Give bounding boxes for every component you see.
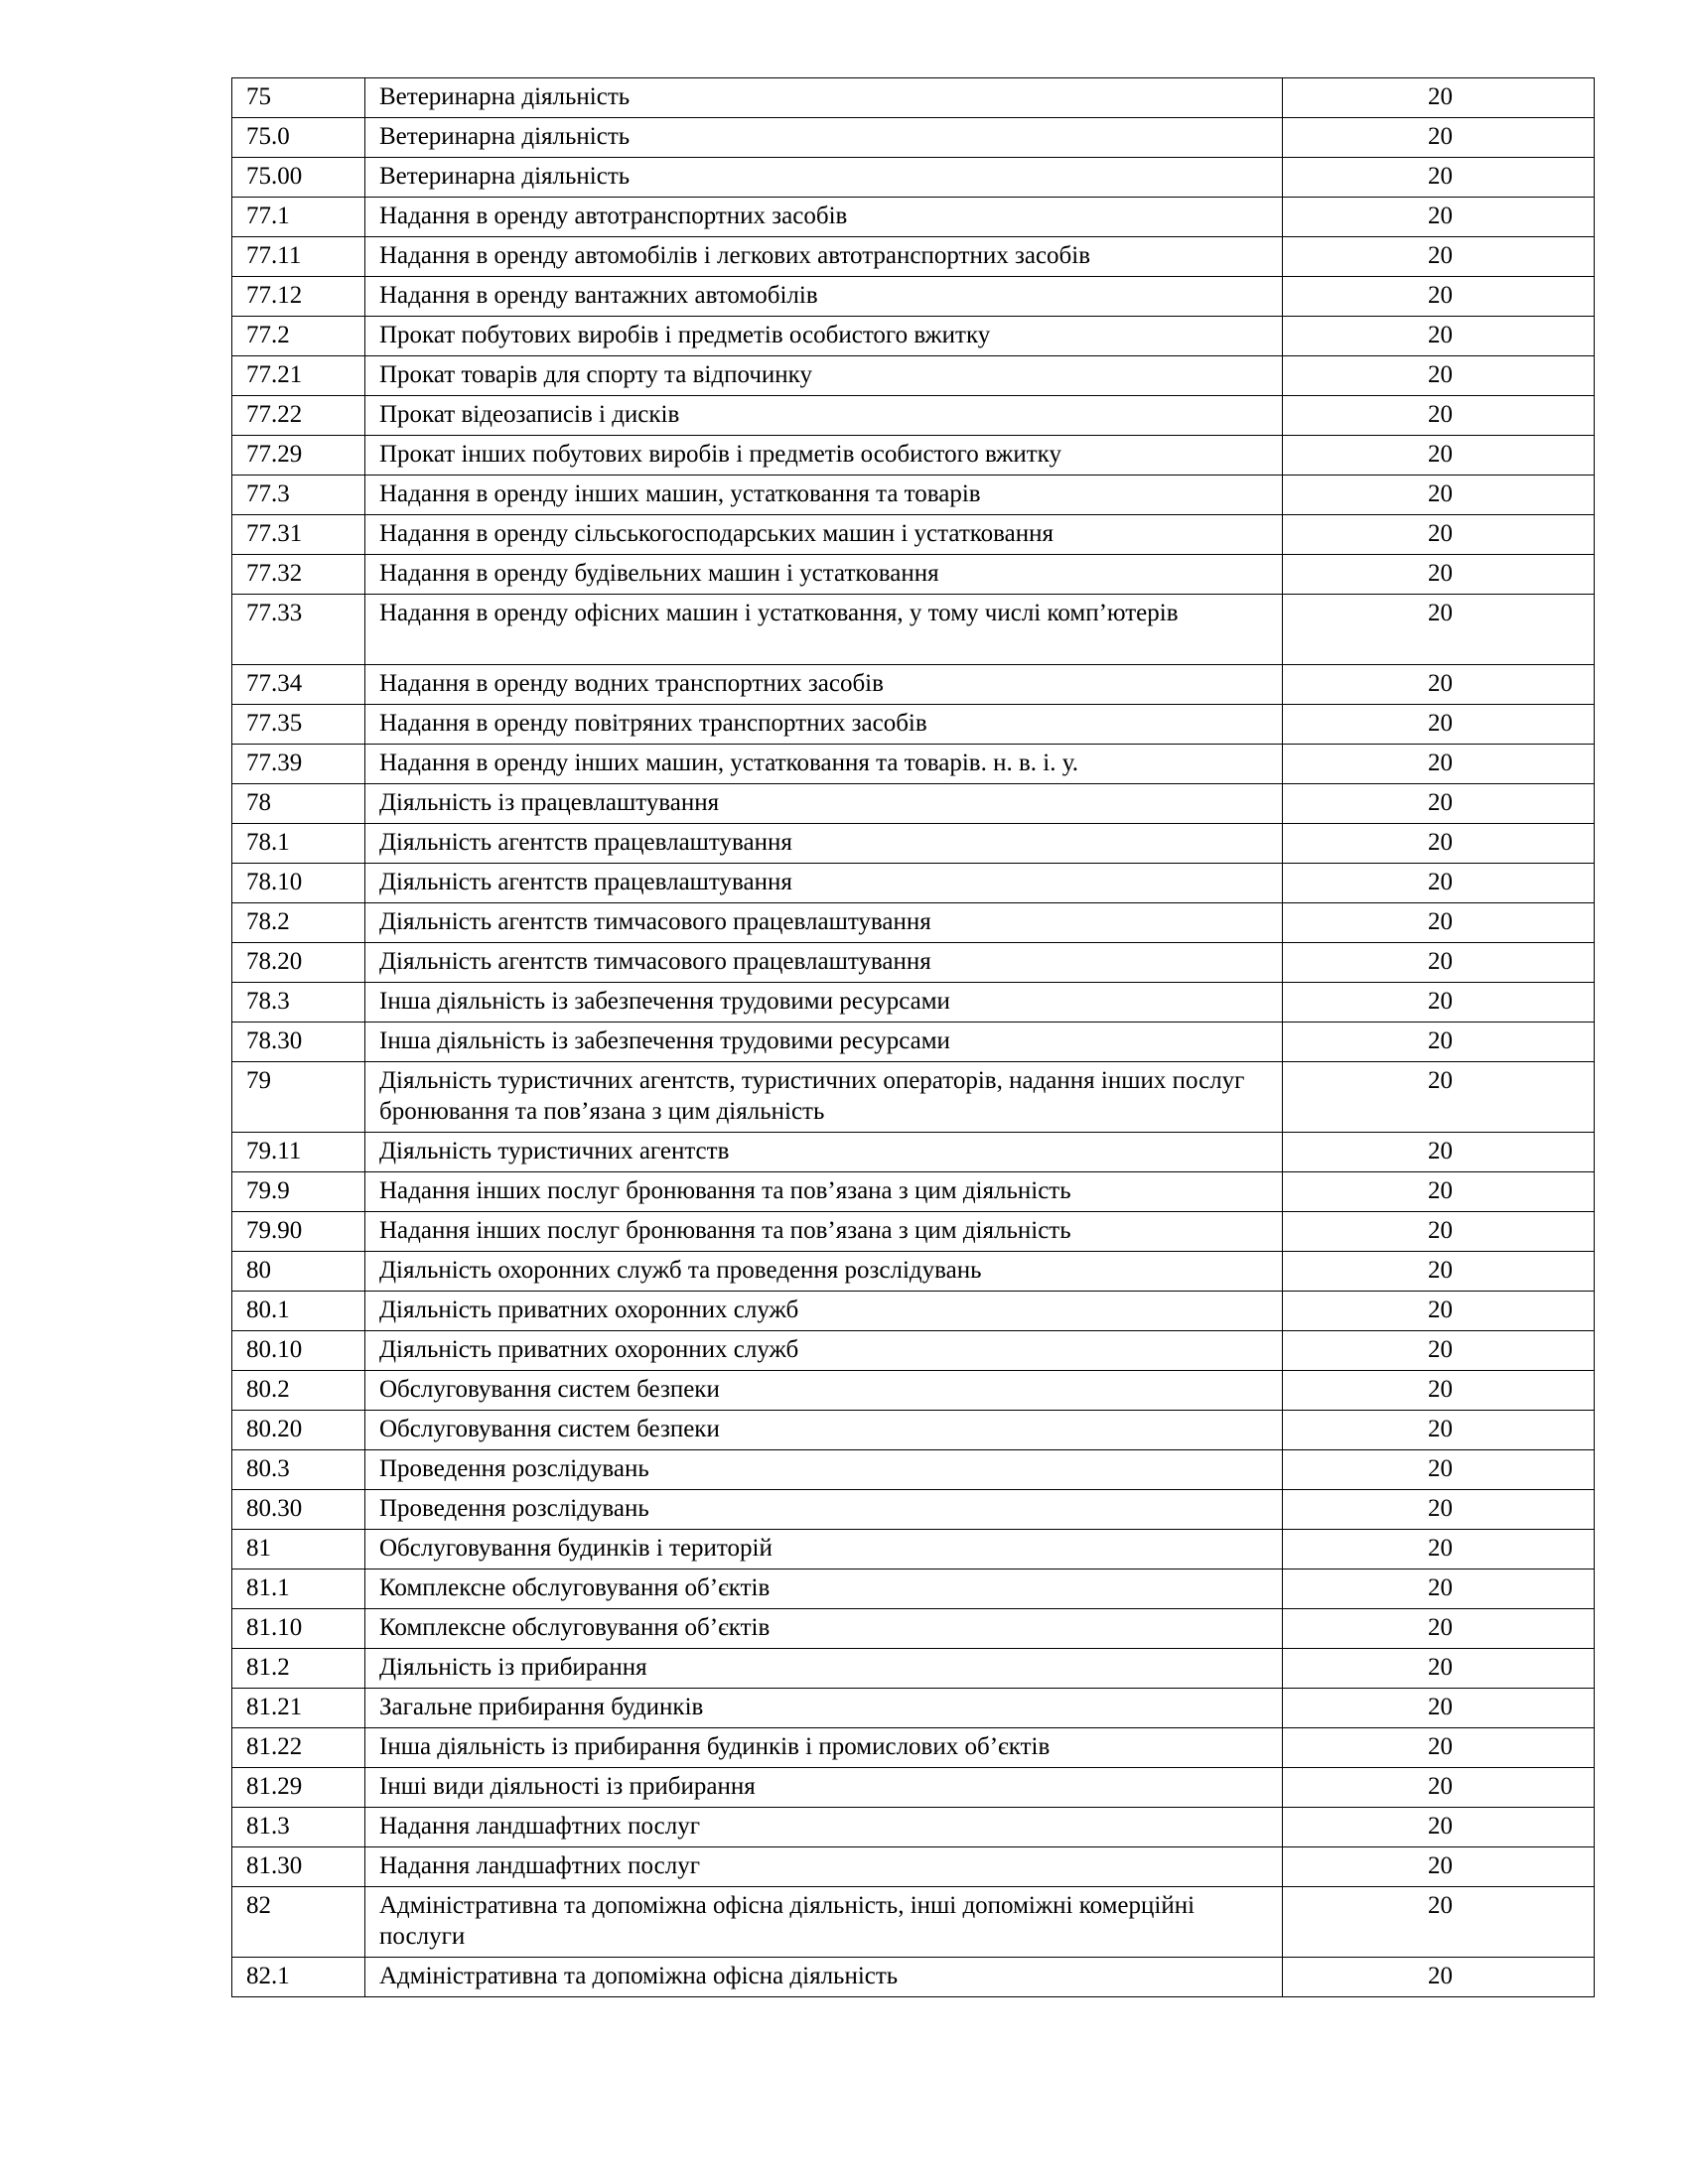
- activity-name-cell: Надання інших послуг бронювання та пов’язана з цим діяльність: [365, 1172, 1283, 1212]
- rate-value-cell: 20: [1283, 1808, 1595, 1847]
- activity-code-cell: 81.2: [232, 1649, 365, 1689]
- table-row: [232, 1133, 1595, 1172]
- activity-name-cell: Прокат товарів для спорту та відпочинку: [365, 356, 1283, 396]
- table-row: [232, 476, 1595, 515]
- rate-value-cell: 20: [1283, 356, 1595, 396]
- activity-code-cell: 80.30: [232, 1490, 365, 1530]
- rate-value-cell: 20: [1283, 1887, 1595, 1958]
- table-row: [232, 1331, 1595, 1371]
- rate-value-cell: 20: [1283, 555, 1595, 595]
- table-row: [232, 277, 1595, 317]
- rate-value-cell: 20: [1283, 1609, 1595, 1649]
- activity-code-cell: 79.9: [232, 1172, 365, 1212]
- table-row: [232, 237, 1595, 277]
- table-row: [232, 1490, 1595, 1530]
- activity-name-cell: Обслуговування будинків і територій: [365, 1530, 1283, 1570]
- activity-name-cell: Адміністративна та допоміжна офісна діяльність, інші допоміжні комерційні послуги: [365, 1887, 1283, 1958]
- rate-value-cell: 20: [1283, 198, 1595, 237]
- table-row: [232, 1609, 1595, 1649]
- rate-value-cell: 20: [1283, 436, 1595, 476]
- rate-value-cell: 20: [1283, 1530, 1595, 1570]
- rate-value-cell: 20: [1283, 983, 1595, 1023]
- table-row: [232, 1252, 1595, 1292]
- rate-value-cell: 20: [1283, 317, 1595, 356]
- activity-name-cell: Комплексне обслуговування об’єктів: [365, 1609, 1283, 1649]
- table-row: [232, 555, 1595, 595]
- activity-name-cell: Ветеринарна діяльність: [365, 158, 1283, 198]
- activity-name-cell: Надання ландшафтних послуг: [365, 1847, 1283, 1887]
- table-row: [232, 1292, 1595, 1331]
- table-row: [232, 1450, 1595, 1490]
- activity-name-cell: Діяльність агентств тимчасового працевлаштування: [365, 943, 1283, 983]
- table-row: [232, 1371, 1595, 1411]
- table-row: [232, 1768, 1595, 1808]
- rate-value-cell: 20: [1283, 237, 1595, 277]
- activity-name-cell: Надання в оренду вантажних автомобілів: [365, 277, 1283, 317]
- table-row: [232, 198, 1595, 237]
- rate-value-cell: 20: [1283, 864, 1595, 903]
- activity-name-cell: Обслуговування систем безпеки: [365, 1371, 1283, 1411]
- activity-name-cell: Діяльність агентств працевлаштування: [365, 824, 1283, 864]
- table-row: [232, 1570, 1595, 1609]
- table-row: [232, 1023, 1595, 1062]
- rate-value-cell: 20: [1283, 1958, 1595, 1997]
- activity-name-cell: Проведення розслідувань: [365, 1490, 1283, 1530]
- activity-name-cell: Діяльність агентств працевлаштування: [365, 864, 1283, 903]
- activity-code-cell: 77.39: [232, 745, 365, 784]
- activity-name-cell: Прокат інших побутових виробів і предметів особистого вжитку: [365, 436, 1283, 476]
- activity-code-cell: 80.1: [232, 1292, 365, 1331]
- activity-name-cell: Надання в оренду інших машин, устатковання та товарів: [365, 476, 1283, 515]
- table-row: [232, 1062, 1595, 1133]
- activity-name-cell: Адміністративна та допоміжна офісна діяльність: [365, 1958, 1283, 1997]
- activity-code-cell: 78.3: [232, 983, 365, 1023]
- activity-name-cell: Обслуговування систем безпеки: [365, 1411, 1283, 1450]
- rate-value-cell: 20: [1283, 1768, 1595, 1808]
- table-row: [232, 705, 1595, 745]
- table-row: [232, 396, 1595, 436]
- activity-name-cell: Діяльність туристичних агентств, туристичних операторів, надання інших послуг бронювання та пов’язана з цим діяльність: [365, 1062, 1283, 1133]
- activity-code-cell: 77.29: [232, 436, 365, 476]
- rate-value-cell: 20: [1283, 1490, 1595, 1530]
- activity-code-cell: 81.3: [232, 1808, 365, 1847]
- activity-code-cell: 78.30: [232, 1023, 365, 1062]
- activity-name-cell: Проведення розслідувань: [365, 1450, 1283, 1490]
- rate-value-cell: 20: [1283, 595, 1595, 665]
- activity-code-cell: 81.29: [232, 1768, 365, 1808]
- rate-value-cell: 20: [1283, 903, 1595, 943]
- rate-value-cell: 20: [1283, 1411, 1595, 1450]
- activity-name-cell: Надання в оренду інших машин, устатковання та товарів. н. в. і. у.: [365, 745, 1283, 784]
- table-row: [232, 356, 1595, 396]
- rate-value-cell: 20: [1283, 1252, 1595, 1292]
- rate-value-cell: 20: [1283, 1062, 1595, 1133]
- activity-code-cell: 79: [232, 1062, 365, 1133]
- activity-name-cell: Діяльність охоронних служб та проведення розслідувань: [365, 1252, 1283, 1292]
- table-row: [232, 1887, 1595, 1958]
- table-row: [232, 745, 1595, 784]
- table-row: [232, 595, 1595, 665]
- table-row: [232, 1689, 1595, 1728]
- rate-value-cell: 20: [1283, 1689, 1595, 1728]
- table-row: [232, 864, 1595, 903]
- rate-value-cell: 20: [1283, 705, 1595, 745]
- activity-name-cell: Надання в оренду повітряних транспортних засобів: [365, 705, 1283, 745]
- table-row: [232, 317, 1595, 356]
- activity-name-cell: Інша діяльність із прибирання будинків і промислових об’єктів: [365, 1728, 1283, 1768]
- table-row: [232, 1411, 1595, 1450]
- table-row: [232, 1808, 1595, 1847]
- activity-code-cell: 81.30: [232, 1847, 365, 1887]
- activity-code-cell: 77.31: [232, 515, 365, 555]
- activity-code-cell: 75.0: [232, 118, 365, 158]
- table-row: [232, 1958, 1595, 1997]
- activity-name-cell: Прокат побутових виробів і предметів особистого вжитку: [365, 317, 1283, 356]
- table-row: [232, 983, 1595, 1023]
- table-row: [232, 1212, 1595, 1252]
- activity-code-cell: 77.35: [232, 705, 365, 745]
- rate-value-cell: 20: [1283, 1847, 1595, 1887]
- activity-code-cell: 77.22: [232, 396, 365, 436]
- activity-codes-table: [231, 77, 1595, 1997]
- activity-code-cell: 77.1: [232, 198, 365, 237]
- table-row: [232, 665, 1595, 705]
- rate-value-cell: 20: [1283, 476, 1595, 515]
- table-row: [232, 78, 1595, 118]
- activity-code-cell: 80.3: [232, 1450, 365, 1490]
- rate-value-cell: 20: [1283, 1570, 1595, 1609]
- activity-code-cell: 81.22: [232, 1728, 365, 1768]
- activity-code-cell: 77.3: [232, 476, 365, 515]
- rate-value-cell: 20: [1283, 784, 1595, 824]
- table-row: [232, 824, 1595, 864]
- table-row: [232, 1649, 1595, 1689]
- table-row: [232, 158, 1595, 198]
- activity-name-cell: Діяльність із працевлаштування: [365, 784, 1283, 824]
- rate-value-cell: 20: [1283, 1331, 1595, 1371]
- activity-code-cell: 81: [232, 1530, 365, 1570]
- activity-name-cell: Надання в оренду автомобілів і легкових автотранспортних засобів: [365, 237, 1283, 277]
- activity-name-cell: Надання в оренду будівельних машин і устатковання: [365, 555, 1283, 595]
- activity-name-cell: Комплексне обслуговування об’єктів: [365, 1570, 1283, 1609]
- activity-code-cell: 75: [232, 78, 365, 118]
- activity-code-cell: 82.1: [232, 1958, 365, 1997]
- activity-code-cell: 79.11: [232, 1133, 365, 1172]
- activity-code-cell: 77.11: [232, 237, 365, 277]
- activity-code-cell: 77.33: [232, 595, 365, 665]
- rate-value-cell: 20: [1283, 515, 1595, 555]
- activity-code-cell: 78: [232, 784, 365, 824]
- activity-name-cell: Загальне прибирання будинків: [365, 1689, 1283, 1728]
- table-row: [232, 784, 1595, 824]
- activity-code-cell: 80.20: [232, 1411, 365, 1450]
- table-row: [232, 1728, 1595, 1768]
- table-row: [232, 1172, 1595, 1212]
- activity-code-cell: 77.2: [232, 317, 365, 356]
- activity-name-cell: Діяльність із прибирання: [365, 1649, 1283, 1689]
- table-row: [232, 436, 1595, 476]
- activity-name-cell: Діяльність агентств тимчасового працевлаштування: [365, 903, 1283, 943]
- activity-name-cell: Прокат відеозаписів і дисків: [365, 396, 1283, 436]
- rate-value-cell: 20: [1283, 1172, 1595, 1212]
- table-row: [232, 118, 1595, 158]
- activity-name-cell: Діяльність приватних охоронних служб: [365, 1331, 1283, 1371]
- activity-name-cell: Діяльність приватних охоронних служб: [365, 1292, 1283, 1331]
- activity-code-cell: 78.2: [232, 903, 365, 943]
- activity-code-cell: 80.2: [232, 1371, 365, 1411]
- activity-code-cell: 77.32: [232, 555, 365, 595]
- activity-code-cell: 77.21: [232, 356, 365, 396]
- table-row: [232, 515, 1595, 555]
- table-row: [232, 1847, 1595, 1887]
- activity-code-cell: 78.20: [232, 943, 365, 983]
- activity-code-cell: 79.90: [232, 1212, 365, 1252]
- table-row: [232, 903, 1595, 943]
- activity-code-cell: 82: [232, 1887, 365, 1958]
- activity-code-cell: 77.34: [232, 665, 365, 705]
- rate-value-cell: 20: [1283, 1450, 1595, 1490]
- rate-value-cell: 20: [1283, 158, 1595, 198]
- activity-code-cell: 80.10: [232, 1331, 365, 1371]
- activity-name-cell: Надання в оренду офісних машин і устатковання, у тому числі комп’ютерів: [365, 595, 1283, 665]
- rate-value-cell: 20: [1283, 1023, 1595, 1062]
- activity-name-cell: Ветеринарна діяльність: [365, 118, 1283, 158]
- activity-name-cell: Інша діяльність із забезпечення трудовими ресурсами: [365, 983, 1283, 1023]
- rate-value-cell: 20: [1283, 1133, 1595, 1172]
- rate-value-cell: 20: [1283, 745, 1595, 784]
- activity-code-cell: 81.1: [232, 1570, 365, 1609]
- rate-value-cell: 20: [1283, 396, 1595, 436]
- table-row: [232, 943, 1595, 983]
- rate-value-cell: 20: [1283, 1728, 1595, 1768]
- activity-name-cell: Діяльність туристичних агентств: [365, 1133, 1283, 1172]
- rate-value-cell: 20: [1283, 1371, 1595, 1411]
- rate-value-cell: 20: [1283, 118, 1595, 158]
- rate-value-cell: 20: [1283, 78, 1595, 118]
- rate-value-cell: 20: [1283, 1649, 1595, 1689]
- activity-code-cell: 80: [232, 1252, 365, 1292]
- activity-name-cell: Надання в оренду автотранспортних засобів: [365, 198, 1283, 237]
- activity-name-cell: Інша діяльність із забезпечення трудовими ресурсами: [365, 1023, 1283, 1062]
- activity-name-cell: Надання інших послуг бронювання та пов’язана з цим діяльність: [365, 1212, 1283, 1252]
- table-body: [232, 78, 1595, 1997]
- activity-name-cell: Ветеринарна діяльність: [365, 78, 1283, 118]
- rate-value-cell: 20: [1283, 1212, 1595, 1252]
- activity-code-cell: 77.12: [232, 277, 365, 317]
- activity-name-cell: Надання в оренду сільськогосподарських машин і устатковання: [365, 515, 1283, 555]
- rate-value-cell: 20: [1283, 943, 1595, 983]
- activity-name-cell: Надання ландшафтних послуг: [365, 1808, 1283, 1847]
- activity-code-cell: 81.21: [232, 1689, 365, 1728]
- rate-value-cell: 20: [1283, 665, 1595, 705]
- table-row: [232, 1530, 1595, 1570]
- activity-code-cell: 81.10: [232, 1609, 365, 1649]
- rate-value-cell: 20: [1283, 277, 1595, 317]
- activity-code-cell: 78.10: [232, 864, 365, 903]
- activity-name-cell: Надання в оренду водних транспортних засобів: [365, 665, 1283, 705]
- rate-value-cell: 20: [1283, 824, 1595, 864]
- activity-name-cell: Інші види діяльності із прибирання: [365, 1768, 1283, 1808]
- rate-value-cell: 20: [1283, 1292, 1595, 1331]
- activity-code-cell: 78.1: [232, 824, 365, 864]
- activity-code-cell: 75.00: [232, 158, 365, 198]
